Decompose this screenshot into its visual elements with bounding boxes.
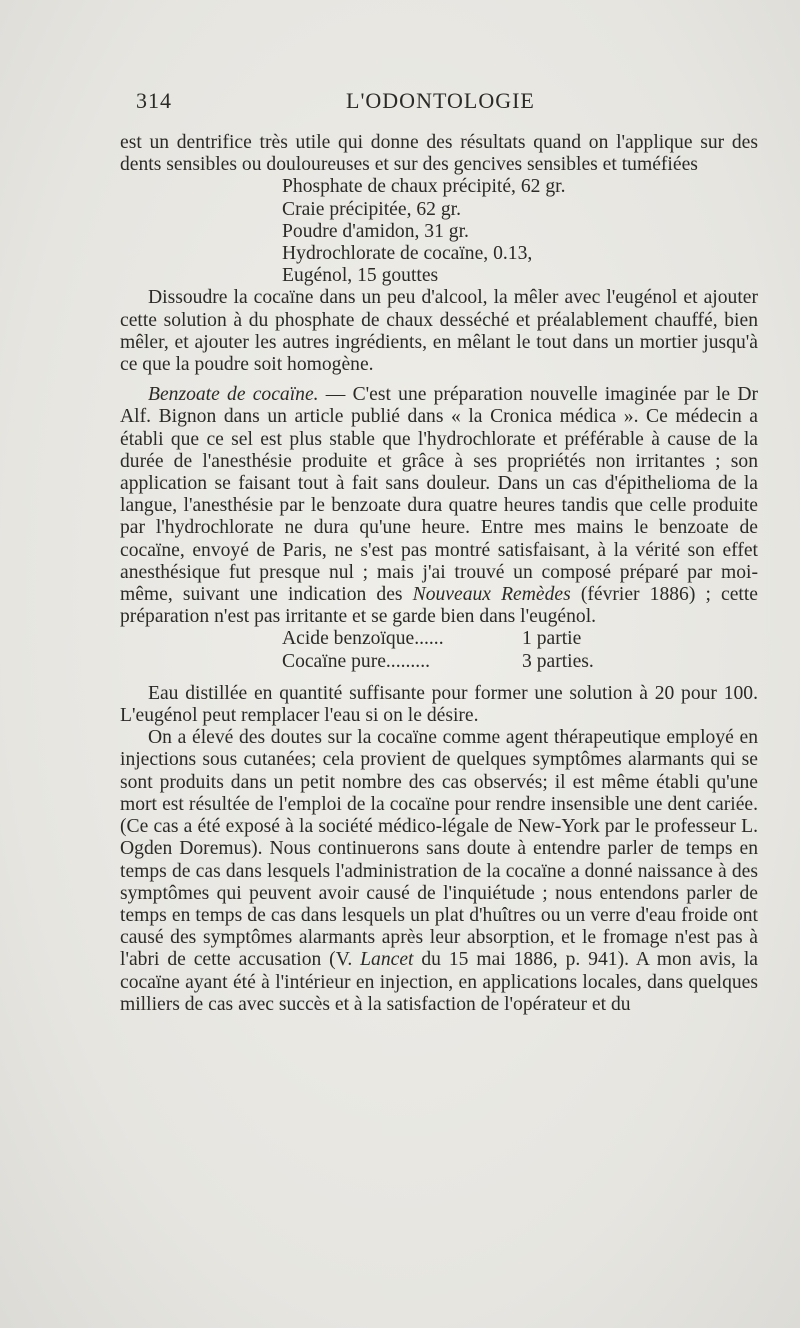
formula-item: Hydrochlorate de cocaïne, 0.13, xyxy=(282,243,533,265)
journal-title: Nouveaux Remèdes xyxy=(412,584,571,606)
page-body xyxy=(120,132,758,1016)
paragraph-text: du 15 mai 1886, p. 941). A mon avis, la cocaïne ayant été à l'intérieur en injection, en applications locales, dans quelques milliers de cas avec succès et à la satisfaction de l'opérateur et du xyxy=(120,949,758,1015)
table-row xyxy=(282,651,758,673)
running-title: L'ODONTOLOGIE xyxy=(346,88,535,113)
page-header xyxy=(136,88,752,118)
paragraph-text: On a élevé des doutes sur la cocaïne comme agent thérapeutique employé en injections sous cutanées; cela provient de quelques symptômes alarmants qui se sont produits dans un petit nombre des cas observés; il est même établi qu'une mort est résultée de l'emploi de la cocaïne pour rendre insensible une dent cariée. (Ce cas a été exposé à la société médico-légale de New-York par le professeur L. Ogden Doremus). Nous continuerons sans doute à entendre parler de temps en temps de cas dans lesquels l'administration de la cocaïne a donné naissance à des symptômes qui peuvent avoir causé de l'inquiétude ; nous entendons parler de temps en temps de cas dans lesquels un plat d'huîtres ou un verre d'eau froide ont causé des symptômes alarmants après leur absorption, et le fromage n'est pas à l'abri de cette accusation (V. xyxy=(120,727,758,971)
journal-title: Lancet xyxy=(360,949,414,971)
intro-paragraph: est un dentrifice très utile qui donne des résultats quand on l'applique sur des dents sensibles ou douloureuses et sur des gencives sensibles et tuméfiées xyxy=(120,132,758,176)
ingredient-name: Cocaïne pure......... xyxy=(282,650,430,672)
formula-item: Phosphate de chaux précipité, 62 gr. xyxy=(282,176,566,198)
solution-paragraph: Eau distillée en quantité suffisante pour former une solution à 20 pour 100. L'eugénol peut remplacer l'eau si on le désire. xyxy=(120,682,758,727)
formula-item: Craie précipitée, 62 gr. xyxy=(282,198,461,220)
section-heading: Benzoate de cocaïne. xyxy=(148,384,319,406)
formula-item: Eugénol, 15 gouttes xyxy=(282,265,439,287)
benzoate-paragraph xyxy=(120,384,758,628)
ingredient-qty: 1 partie xyxy=(522,628,582,650)
formula-table xyxy=(282,628,758,672)
formula-list xyxy=(282,176,758,287)
preparation-paragraph: Dissoudre la cocaïne dans un peu d'alcool, la mêler avec l'eugénol et ajouter cette solution à du phosphate de chaux desséché et préalablement chauffé, bien mêler, et ajouter les autres ingrédients, en mêlant le tout dans un mortier jusqu'à ce que la poudre soit homogène. xyxy=(120,287,758,376)
paragraph-text: — C'est une préparation nouvelle imaginée par le Dr Alf. Bignon dans un article publié dans « la Cronica médica ». Ce médecin a établi que ce sel est plus stable que l'hydrochlorate et préférable à cause de la durée de l'anesthésie produite et grâce à ses propriétés non irritantes ; son application se faisant tout à fait sans douleur. Dans un cas d'épithelioma de la langue, l'anesthésie par le benzoate dura quatre heures tandis que celle produite par l'hydrochlorate ne dura qu'une heure. Entre mes mains le benzoate de cocaïne, envoyé de Paris, ne s'est pas montré satisfaisant, à la vérité son effet anesthésique fut presque nul ; mais j'ai trouvé un composé préparé par moi-même, suivant une indication des xyxy=(120,384,758,606)
table-row xyxy=(282,628,758,650)
page-number: 314 xyxy=(136,88,172,113)
doubts-paragraph xyxy=(120,727,758,1016)
ingredient-qty: 3 parties. xyxy=(522,650,594,672)
formula-item: Poudre d'amidon, 31 gr. xyxy=(282,220,469,242)
paragraph-text: (février 1886) ; cette préparation n'est pas irritante et se garde bien dans l'eugénol. xyxy=(120,584,758,628)
ingredient-name: Acide benzoïque...... xyxy=(282,628,444,650)
spacer xyxy=(120,376,758,384)
